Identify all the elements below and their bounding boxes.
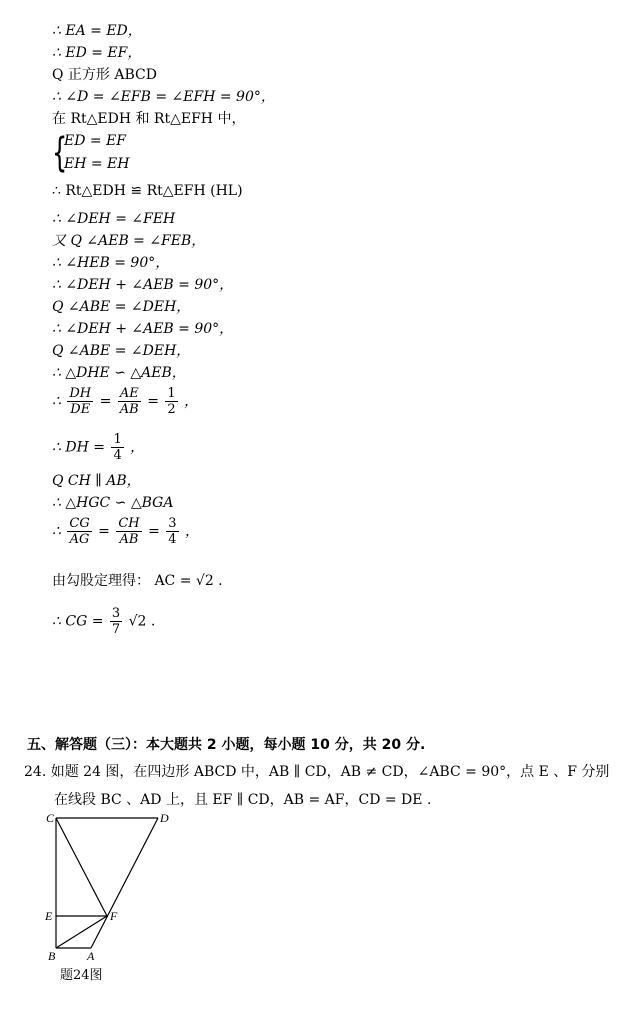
system-brace: {: [52, 130, 68, 176]
step-1: ∴ EA = ED，: [52, 23, 142, 39]
label-f: F: [110, 909, 118, 923]
figure-caption: 题24图: [60, 968, 103, 983]
fraction-ch-ab: $\frac{CH}{AB}$: [118, 516, 140, 547]
cg-answer: ∴ CG = $\frac{3}{7}$ √2 .: [52, 606, 156, 637]
pythagoras-line: 由勾股定理得： AC = √2 .: [52, 573, 223, 589]
fraction-ae-ab: $\frac{AE}{AB}$: [119, 386, 139, 417]
label-a: A: [87, 949, 95, 963]
question-24-line-2: 在线段 BC 、AD 上，且 EF ∥ CD，AB = AF，CD = DE .: [54, 792, 432, 808]
segment-da: [91, 818, 158, 948]
section-header: 五、解答题（三）：本大题共 2 小题，每小题 10 分，共 20 分.: [27, 737, 426, 753]
step-similar: ∴ △HGC ∽ △BGA: [52, 495, 174, 511]
step-10: Q ∠ABE = ∠DEH，: [52, 299, 191, 315]
fraction-dh-de: $\frac{DH}{DE}$: [69, 386, 92, 417]
step-4: ∴ ∠D = ∠EFB = ∠EFH = 90°，: [52, 89, 275, 105]
fraction-cg-ag: $\frac{CG}{AG}$: [69, 516, 90, 547]
step-13: ∴ △DHE ∽ △AEB，: [52, 365, 186, 381]
fraction-one-quarter: $\frac{1}{4}$: [113, 432, 122, 463]
label-d: D: [160, 811, 169, 825]
step-congruence: ∴ Rt△EDH ≌ Rt△EFH (HL): [52, 183, 243, 199]
step-5: 在 Rt△EDH 和 Rt△EFH 中，: [52, 111, 246, 127]
therefore-symbol: ∴: [52, 393, 61, 410]
ratio-equation-1: ∴ $\frac{DH}{DE}$ = $\frac{AE}{AB}$ = $\frac{1}{2}$ ，: [52, 386, 199, 417]
step-11: ∴ ∠DEH + ∠AEB = 90°，: [52, 321, 234, 337]
fraction-three-sevenths: $\frac{3}{7}$: [111, 606, 121, 637]
question-24-line-1: 24. 如题 24 图，在四边形 ABCD 中，AB ∥ CD，AB ≠ CD，∠ABC = 90°，点 E 、F 分别: [24, 764, 610, 780]
label-c: C: [46, 811, 55, 825]
step-7: 又 Q ∠AEB = ∠FEB，: [52, 233, 206, 249]
system-eq-2: EH = EH: [64, 156, 130, 172]
step-parallel: Q CH ∥ AB，: [52, 473, 141, 489]
fraction-three-quarters: $\frac{3}{4}$: [168, 516, 177, 547]
dh-value: ∴ DH = $\frac{1}{4}$ ，: [52, 432, 145, 463]
fraction-one-half: $\frac{1}{2}$: [167, 386, 176, 417]
step-12: Q ∠ABE = ∠DEH，: [52, 343, 191, 359]
label-e: E: [45, 909, 53, 923]
step-8: ∴ ∠HEB = 90°，: [52, 255, 170, 271]
step-6: ∴ ∠DEH = ∠FEH: [52, 211, 176, 227]
system-eq-1: ED = EF: [64, 133, 127, 149]
step-2: ∴ ED = EF，: [52, 45, 142, 61]
segment-cf: [56, 818, 107, 916]
step-9: ∴ ∠DEH + ∠AEB = 90°，: [52, 277, 234, 293]
label-b: B: [48, 949, 56, 963]
ratio-equation-2: ∴ $\frac{CG}{AG}$ = $\frac{CH}{AB}$ = $\frac{3}{4}$ ，: [52, 516, 200, 547]
step-3: Q 正方形 ABCD: [52, 67, 157, 83]
